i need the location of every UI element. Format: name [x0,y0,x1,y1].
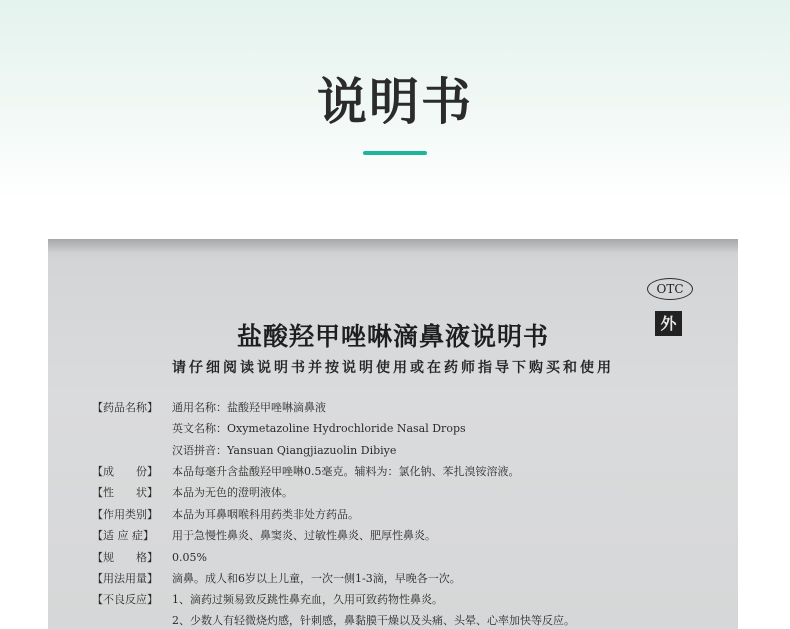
row-label: 【成 份】 [92,465,158,478]
row-value: 用于急慢性鼻炎、鼻窦炎、过敏性鼻炎、肥厚性鼻炎。 [172,529,436,542]
leaflet-row [92,484,293,500]
row-value: 通用名称：盐酸羟甲唑啉滴鼻液 [172,401,326,414]
row-label: 【适 应 症】 [92,529,154,542]
leaflet-row [92,506,359,522]
row-value: 英文名称：Oxymetazoline Hydrochloride Nasal Drops [172,422,466,435]
row-label: 【作用类别】 [92,508,158,521]
row-label: 【性 状】 [92,486,158,499]
leaflet-row [92,463,520,479]
leaflet-row [92,570,461,586]
row-label: 【不良反应】 [92,593,158,606]
row-label: 【规 格】 [92,551,158,564]
row-value: 2、少数人有轻微烧灼感，针刺感，鼻黏膜干燥以及头痛、头晕、心率加快等反应。 [172,614,575,627]
leaflet-row [172,442,396,458]
leaflet-subtitle: 请仔细阅读说明书并按说明使用或在药师指导下购买和使用 [172,360,614,376]
row-value: 汉语拼音：Yansuan Qiangjiazuolin Dibiye [172,444,397,457]
page-title: 说明书 [317,73,473,131]
otc-badge: OTC [647,278,693,300]
row-label: 【药品名称】 [92,401,158,414]
row-label: 【用法用量】 [92,572,158,585]
row-value: 0.05% [172,551,207,564]
paper-fold-shadow [48,239,738,253]
title-underline [363,151,427,155]
leaflet-row [92,527,436,543]
row-value: 1、滴药过频易致反跳性鼻充血，久用可致药物性鼻炎。 [172,593,443,606]
leaflet-photo [48,239,738,629]
leaflet-row [172,420,466,436]
row-value: 本品为无色的澄明液体。 [172,486,293,499]
leaflet-row [92,591,443,607]
leaflet-title: 盐酸羟甲唑啉滴鼻液说明书 [236,322,549,351]
row-value: 本品每毫升含盐酸羟甲唑啉0.5毫克。辅料为：氯化钠、苯扎溴铵溶液。 [172,465,520,478]
leaflet-row [172,612,575,628]
leaflet-row [92,549,207,565]
row-value: 滴鼻。成人和6岁以上儿童，一次一侧1-3滴，早晚各一次。 [172,572,461,585]
leaflet-row [92,399,326,415]
row-value: 本品为耳鼻咽喉科用药类非处方药品。 [172,508,359,521]
external-use-mark: 外 [655,311,682,336]
